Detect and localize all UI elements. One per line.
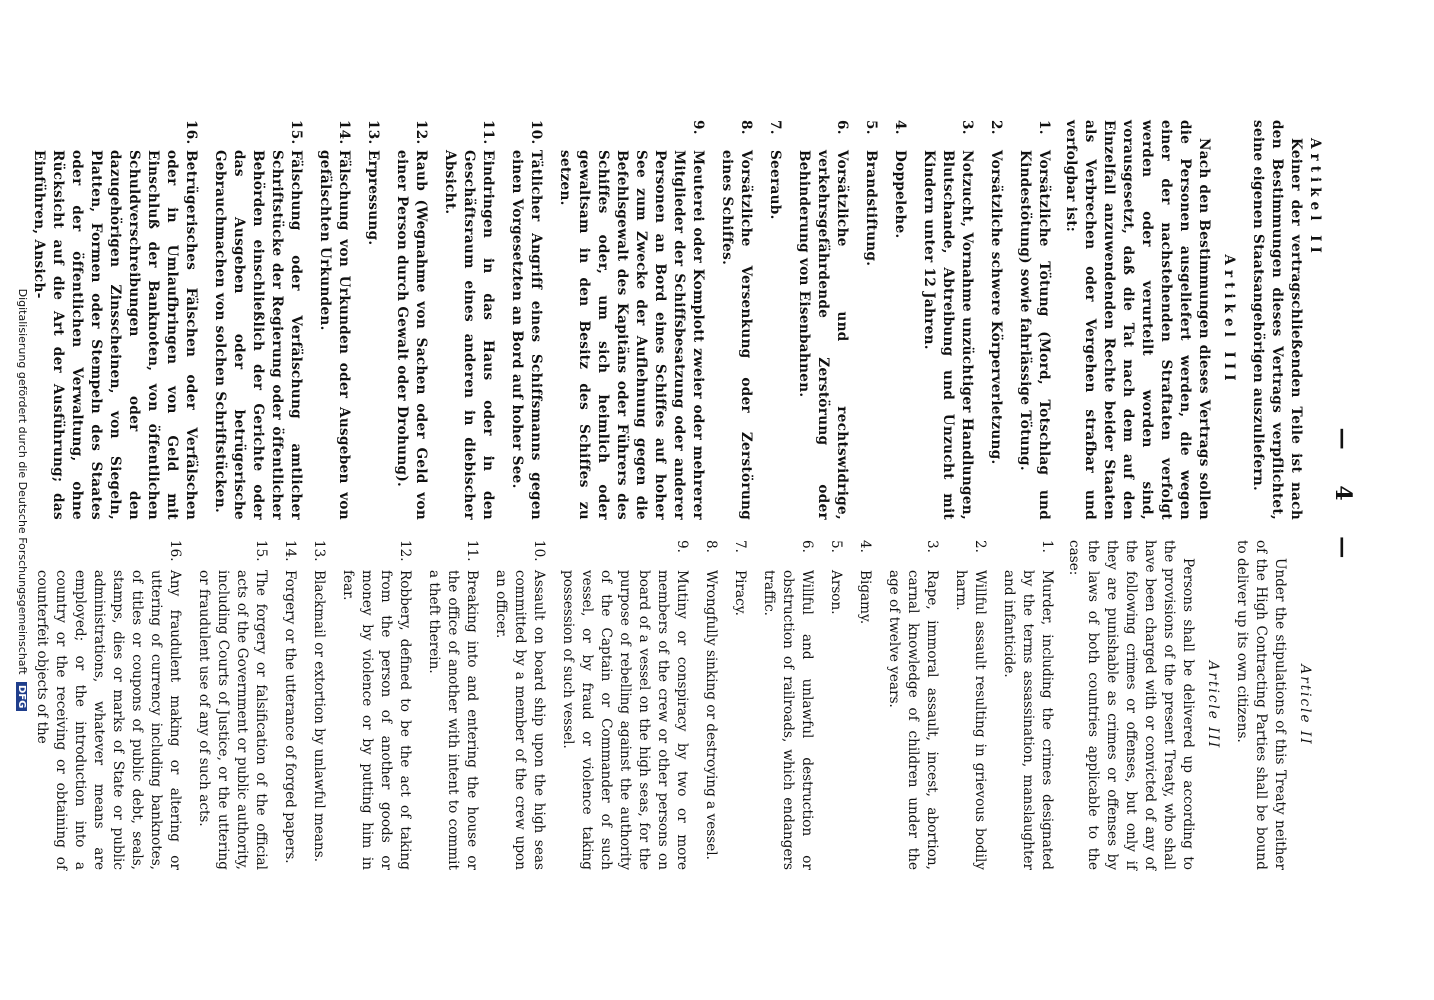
page-number: — 4 —: [1330, 427, 1356, 573]
english-crime-item-number: 14.: [282, 540, 298, 562]
german-crime-item-number: 2.: [988, 120, 1004, 135]
english-article-3-title: Article III: [1205, 660, 1221, 750]
english-crime-item-text: Arson.: [828, 570, 844, 615]
german-crime-item-text: Doppelehe.: [892, 150, 908, 239]
english-crime-item: [701, 540, 720, 870]
english-crime-item-text: Piracy.: [732, 570, 748, 616]
german-crime-item-number: 16.: [183, 120, 199, 145]
english-crime-item-text: Rape, immoral assault, incest, abortion, carnal knowledge of children under the age of twelve years.: [886, 570, 940, 870]
english-crime-item-number: 16.: [167, 540, 183, 562]
german-crime-item-text: Meuterei oder Komplott zweier oder mehrerer Mitglieder der Schiffsbesatzung oder anderer Personen an Bord eines Schiffes auf hoher See zum Zwecke der Auflehnung gegen die Befehlsgewalt des Kapitäns oder Führers des Schiffes oder, um sich heimlich oder gewaltsam in den Besitz des Schiffes zu setzen.: [557, 150, 706, 520]
english-crime-item: [32, 540, 184, 870]
english-crime-item-text: Murder, including the crimes designated by the terms assassination, manslaughter and infanticide.: [1001, 570, 1055, 870]
footer-text: Digitalisierung gefördert durch die Deutsche Forschungsgemeinschaft: [16, 288, 29, 675]
english-crime-item-text: Any fraudulent making or altering or uttering of currency including banknotes, of titles or coupons of public debt, seals, stamps, dies or marks of State or public administrations, whatever means are employed; or the introduction into a country or the receiving or obtaining of counterfeit objects of the: [34, 570, 183, 870]
german-crime-item-number: 14.: [336, 120, 352, 145]
english-crime-item: [491, 540, 548, 870]
english-crime-item: [280, 540, 299, 870]
english-crime-item-number: 5.: [828, 540, 844, 553]
english-crime-item-number: 12.: [397, 540, 413, 562]
german-crime-item-text: Brandstiftung.: [863, 150, 879, 267]
english-crime-item-number: 10.: [531, 540, 547, 562]
english-crime-item: [884, 540, 941, 870]
german-article-2-text: Keiner der vertragschließenden Teile ist nach den Bestimmungen dieses Vertrags verpflichtet, seine eigenen Staatsangehörigen auszuliefern.: [1250, 120, 1304, 520]
english-crime-item: [558, 540, 691, 870]
german-article-2-title: Artikel II: [1307, 138, 1323, 258]
english-crime-item-number: 13.: [311, 540, 327, 562]
english-crime-item-number: 2.: [972, 540, 988, 553]
english-crime-item: [309, 540, 328, 870]
german-crime-item-text: Vorsätzliche schwere Körperverletzung.: [988, 150, 1004, 465]
english-crime-list: [32, 540, 1056, 870]
german-crime-item-number: 5.: [863, 120, 879, 135]
german-crime-item-number: 15.: [288, 120, 304, 145]
german-crime-item-number: 6.: [834, 120, 850, 135]
german-crime-item-text: Vorsätzliche und rechtswidrige, verkehrsgefährdende Zerstörung oder Behinderung von Eisenbahnen.: [796, 150, 850, 520]
english-article-2-title: Article II: [1297, 664, 1313, 746]
english-crime-item-number: 6.: [799, 540, 815, 553]
german-article-3-intro: Nach den Bestimmungen dieses Vertrags sollen die Personen ausgeliefert werden, die wegen einer der nachstehenden Straftaten verfolgt werden oder verurteilt worden sind, vorausgesetzt, daß die Tat nach dem auf den Einzelfall anzuwendenden Rechte beider Staaten als Verbrechen oder Vergehen strafbar und verfolgbar ist:: [1063, 120, 1212, 520]
german-crime-item-text: Seeraub.: [767, 150, 783, 220]
english-crime-item-text: Breaking into and entering the house or the office of another with intent to commit a theft therein.: [426, 570, 480, 870]
english-crime-item-number: 7.: [732, 540, 748, 553]
english-crime-item-text: Forgery or the utterance of forged papers.: [282, 570, 298, 864]
german-crime-item-text: Eindringen in das Haus oder in den Geschäftsraum eines anderen in diebischer Absicht.: [442, 150, 496, 520]
english-crime-item: [424, 540, 481, 870]
english-crime-item: [855, 540, 874, 870]
english-crime-item-text: Bigamy.: [857, 570, 873, 625]
german-crime-item-number: 11.: [480, 120, 496, 145]
german-crime-item-text: Notzucht, Vornahme unzüchtiger Handlungen, Blutschande, Abtreibung und Unzucht mit Kindern unter 12 Jahren.: [921, 150, 975, 520]
german-crime-item-number: 3.: [959, 120, 975, 135]
german-crime-item-text: Fälschung oder Verfälschung amtlicher Schriftstücke der Regierung oder öffentlicher Behörden einschließlich der Gerichte oder das Ausgeben oder betrügerische Gebrauchmachen von solchen Schriftstücken.: [212, 150, 304, 520]
english-crime-item-number: 15.: [253, 540, 269, 562]
english-crime-item: [999, 540, 1056, 870]
english-crime-item-text: Blackmail or extortion by unlawful means.: [311, 570, 327, 863]
german-crime-item-text: Betrügerisches Fälschen oder Verfälschen oder in Umlaufbringen von Geld mit Einschluß der Banknoten, von öffentlichen Schuldverschreibungen oder den dazugehörigen Zinsscheinen, von Siegeln, Platten, Formen oder Stempeln des Staates oder der öffentlichen Verwaltung, ohne Rücksicht auf die Art der Ausführung; das Einführen, Ansich-: [31, 150, 199, 520]
english-crime-item-number: 1.: [1039, 540, 1055, 553]
german-crime-item-number: 1.: [1036, 120, 1052, 135]
german-crime-item-number: 12.: [413, 120, 429, 145]
german-crime-item-text: Erpressung.: [365, 150, 381, 246]
german-crime-item-number: 9.: [690, 120, 706, 135]
english-crime-item-text: Mutiny or conspiracy by two or more members of the crew or other persons on board of a vessel on the high seas, for the purpose of rebelling against the authority of the Captain or Commander of such vessel, or by fraud or violence taking possession of such vessel.: [560, 570, 690, 870]
english-crime-item: [194, 540, 270, 870]
english-crime-item-text: Willful and unlawful destruction or obstruction of railroads, which endangers traffic.: [761, 570, 815, 870]
dfg-logo: DFG: [16, 682, 27, 711]
english-crime-item-text: Robbery, defined to be the act of taking from the person of another goods or money by violence or by putting him in fear.: [340, 570, 413, 870]
german-crime-item-number: 13.: [365, 120, 381, 145]
english-crime-item-text: Assault on board ship upon the high seas committed by a member of the crew upon an officer.: [493, 570, 547, 870]
english-crime-item: [951, 540, 989, 870]
english-crime-item-number: 9.: [674, 540, 690, 553]
english-crime-item-text: Willful assault resulting in grievous bodily harm.: [953, 570, 988, 870]
english-crime-item: [759, 540, 816, 870]
english-article-3-intro: Persons shall be delivered up according to the provisions of the present Treaty, who shall have been charged with or convicted of any of the following crimes or offenses, but only if they are punishable as crimes or offenses by the laws of both countries applicable to the case:: [1066, 540, 1196, 870]
english-crime-item-number: 4.: [857, 540, 873, 553]
english-crime-item: [730, 540, 749, 870]
german-crime-item-text: Raub (Wegnahme von Sachen oder Geld von einer Person durch Gewalt oder Drohung).: [394, 150, 429, 520]
english-article-2-text: Under the stipulations of this Treaty neither of the High Contracting Parties shall be bound to deliver up its own citizens.: [1234, 540, 1288, 870]
german-crime-item-text: Fälschung von Urkunden oder Ausgeben von gefälschten Urkunden.: [317, 150, 352, 520]
german-crime-item-number: 8.: [738, 120, 754, 135]
german-crime-item-text: Tätlicher Angriff eines Schiffsmanns gegen einen Vorgesetzten an Bord auf hoher See.: [509, 150, 544, 520]
german-crime-item-text: Vorsätzliche Versenkung oder Zerstörung eines Schiffes.: [719, 150, 754, 520]
english-crime-item: [338, 540, 414, 870]
german-article-3-title: Artikel III: [1221, 254, 1237, 386]
english-crime-item-number: 11.: [464, 540, 480, 562]
english-crime-item: [826, 540, 845, 870]
english-crime-item-number: 3.: [924, 540, 940, 553]
english-crime-item-text: Wrongfully sinking or destroying a vessel.: [703, 570, 719, 860]
german-crime-item-number: 7.: [767, 120, 783, 135]
english-crime-item-number: 8.: [703, 540, 719, 553]
english-crime-item-text: The forgery or falsification of the official acts of the Government or public authority, including Courts of Justice, or the uttering or fraudulent use of any of such acts.: [196, 570, 269, 870]
german-crime-item-text: Vorsätzliche Tötung (Mord, Totschlag und Kindestötung) sowie fahrlässige Tötung.: [1017, 150, 1052, 520]
english-text-column: [22, 540, 1324, 870]
german-crime-item-number: 4.: [892, 120, 908, 135]
german-crime-item-number: 10.: [528, 120, 544, 145]
